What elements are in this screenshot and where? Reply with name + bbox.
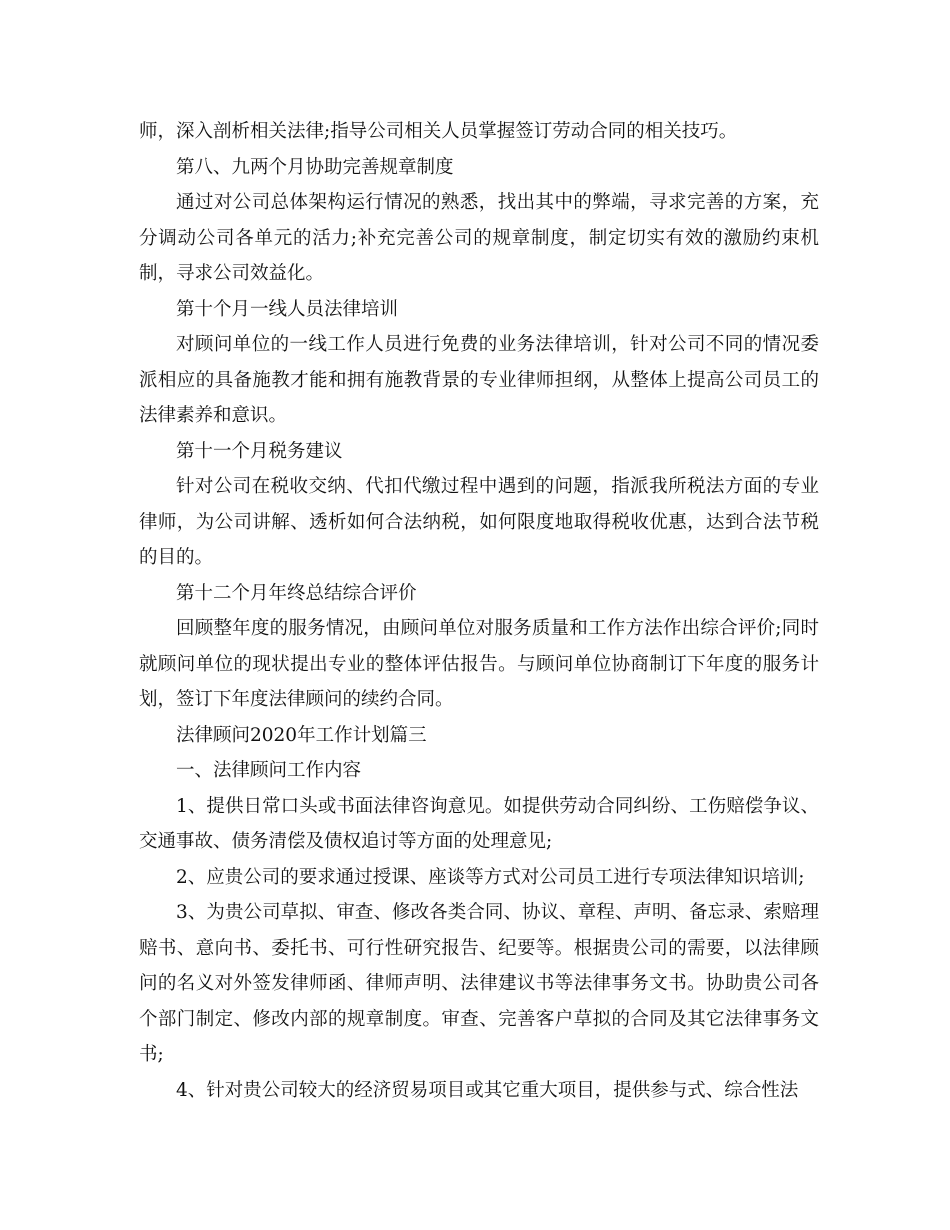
document-body <box>139 114 819 1108</box>
paragraph: 回顾整年度的服务情况，由顾问单位对服务质量和工作方法作出综合评价;同时就顾问单位的现状提出专业的整体评估报告。与顾问单位协商制订下年度的服务计划，签订下年度法律顾问的续约合同。 <box>139 618 819 710</box>
section-heading-month-12: 第十二个月年终总结综合评价 <box>176 582 417 604</box>
section-heading-month-11: 第十一个月税务建议 <box>176 440 343 462</box>
paragraph: 对顾问单位的一线工作人员进行免费的业务法律培训，针对公司不同的情况委派相应的具备施教才能和拥有施教背景的专业律师担纲，从整体上提高公司员工的法律素养和意识。 <box>139 334 819 426</box>
paragraph: 针对公司在税收交纳、代扣代缴过程中遇到的问题，指派我所税法方面的专业律师，为公司讲解、透析如何合法纳税，如何限度地取得税收优惠，达到合法节税的目的。 <box>139 476 819 568</box>
paragraph-continuation: 师，深入剖析相关法律;指导公司相关人员掌握签订劳动合同的相关技巧。 <box>139 121 738 142</box>
section-heading-month-10: 第十个月一线人员法律培训 <box>176 298 399 320</box>
list-item: 4、针对贵公司较大的经济贸易项目或其它重大项目，提供参与式、综合性法 <box>176 1079 799 1101</box>
list-item: 2、应贵公司的要求通过授课、座谈等方式对公司员工进行专项法律知识培训; <box>176 866 805 888</box>
list-item: 1、提供日常口头或书面法律咨询意见。如提供劳动合同纠纷、工伤赔偿争议、交通事故、债务清偿及债权追讨等方面的处理意见; <box>139 795 819 852</box>
section-heading-month-8-9: 第八、九两个月协助完善规章制度 <box>176 156 454 178</box>
section-heading: 一、法律顾问工作内容 <box>176 760 362 781</box>
chapter-title: 法律顾问2020年工作计划篇三 <box>176 724 427 746</box>
list-item: 3、为贵公司草拟、审查、修改各类合同、协议、章程、声明、备忘录、索赔理赔书、意向书、委托书、可行性研究报告、纪要等。根据贵公司的需要，以法律顾问的名义对外签发律师函、律师声明、法律建议书等法律事务文书。协助贵公司各个部门制定、修改内部的规章制度。审查、完善客户草拟的合同及其它法律事务文书; <box>139 902 819 1065</box>
paragraph: 通过对公司总体架构运行情况的熟悉，找出其中的弊端，寻求完善的方案，充分调动公司各单元的活力;补充完善公司的规章制度，制定切实有效的激励约束机制，寻求公司效益化。 <box>139 192 819 284</box>
